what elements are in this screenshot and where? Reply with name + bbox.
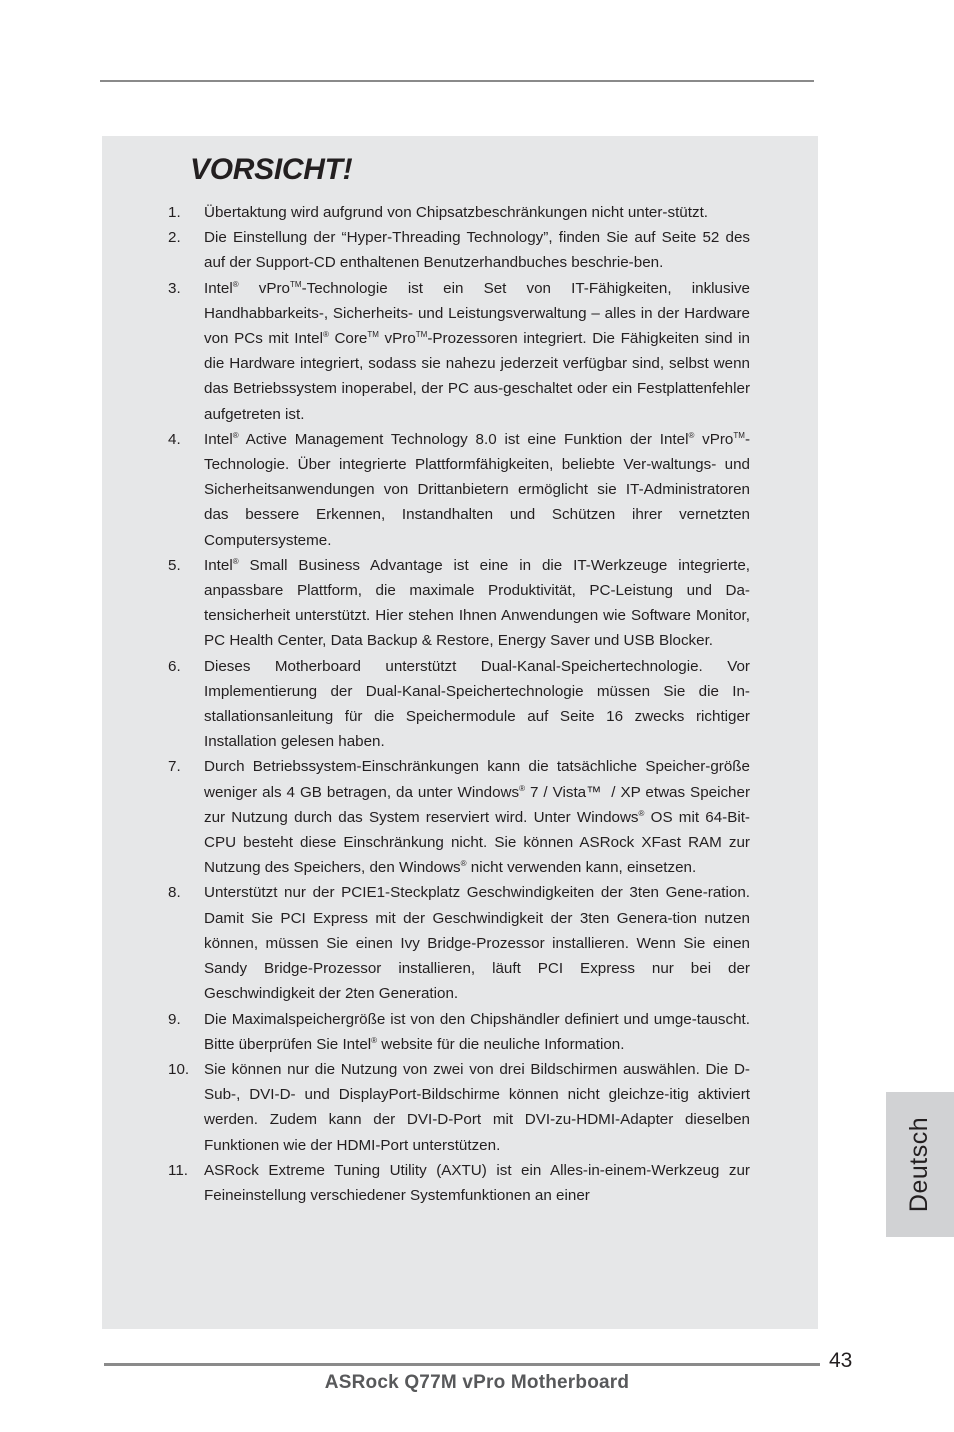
list-item-number: 9. [168,1010,181,1028]
list-item-text: Intel® Small Business Advantage ist eine in die IT-Werkzeuge integrierte, anpassbare Plattform, die maximale Produktivität, PC-Leistung und Da-tensicherheit unterstützt. Hier stehen Ihnen Anwendungen wie Software Monitor, PC Health Center, Data Backup & Restore, Energy Saver und USB Blocker. [204,556,750,650]
list-item [168,1057,750,1158]
list-item-text: ASRock Extreme Tuning Utility (AXTU) ist ein Alles-in-einem-Werkzeug zur Feineinstellung verschiedener Systemfunktionen an einer [204,1161,750,1204]
list-item-text: Durch Betriebssystem-Einschränkungen kann die tatsächliche Speicher-größe weniger als 4 GB betragen, da unter Windows® 7 / Vista™ / XP etwas Speicher zur Nutzung durch das System reserviert wird. Unter Windows® OS mit 64-Bit-CPU besteht diese Einschränkung nicht. Sie können ASRock XFast RAM zur Nutzung des Speichers, den Windows® nicht verwenden kann, einsetzen. [204,758,751,877]
language-tab [886,1092,954,1237]
list-item-number: 8. [168,884,181,902]
list-item-number: 3. [168,279,181,297]
list-item-number: 11. [168,1161,188,1179]
list-item [168,654,750,755]
list-item-text: Dieses Motherboard unterstützt Dual-Kanal-Speichertechnologie. Vor Implementierung der Dual-Kanal-Speichertechnologie müssen Sie die In-stallationsanleitung für die Speichermodule auf Seite 16 zwecks richtiger Installation gelesen haben. [204,657,750,751]
list-item-number: 6. [168,657,181,675]
bottom-rule [104,1363,820,1366]
list-item-text: Übertaktung wird aufgrund von Chipsatzbeschränkungen nicht unter-stützt. [204,204,709,221]
list-item-text: Intel® Active Management Technology 8.0 ist eine Funktion der Intel® vPro™-Technologie. Über integrierte Plattformfähigkeiten, beliebte Ver-waltungs- und Sicherheitsanwendungen von Drittanbietern ermöglicht sie IT-Administratoren das bessere Erkennen, Instandhalten und Schützen ihrer vernetzten Computersysteme. [204,430,751,549]
list-item-text: Die Einstellung der “Hyper-Threading Technology”, finden Sie auf Seite 52 des auf der Support-CD enthaltenen Benutzerhandbuches beschrie-ben. [204,229,750,272]
list-item-text: Sie können nur die Nutzung von zwei von drei Bildschirmen auswählen. Die D-Sub-, DVI-D- und DisplayPort-Bildschirme können nicht gleichze-itig aktiviert werden. Zudem kann der DVI-D-Port mit DVI-zu-HDMI-Adapter dieselben Funktionen wie der HDMI-Port unterstützen. [204,1060,750,1154]
list-item [168,200,750,225]
list-item-number: 4. [168,430,181,448]
list-item-number: 10. [168,1060,190,1078]
list-item [168,880,750,1006]
list-item [168,427,750,553]
list-item [168,276,750,427]
list-item [168,1007,750,1057]
list-item-text: Die Maximalspeichergröße ist von den Chipshändler definiert und umge-tauscht. Bitte überprüfen Sie Intel® website für die neuliche Information. [204,1010,750,1053]
caution-heading: VORSICHT! [190,153,353,186]
list-item [168,754,750,880]
list-item [168,553,750,654]
list-item-number: 2. [168,229,181,247]
list-item-number: 5. [168,556,181,574]
list-item-number: 1. [168,204,181,221]
list-item [168,1158,750,1208]
footer-title: ASRock Q77M vPro Motherboard [324,1372,630,1393]
page-number: 43 [829,1349,853,1372]
list-item [168,225,750,275]
list-item-number: 7. [168,758,181,776]
caution-list [168,200,750,1208]
language-tab-label: Deutsch [905,1116,934,1213]
list-item-text: Unterstützt nur der PCIE1-Steckplatz Geschwindigkeiten der 3ten Gene-ration. Damit Sie PCI Express mit der Geschwindigkeit der 3ten Genera-tion nutzen können, müssen Sie einen Ivy Bridge-Prozessor installieren. Wenn Sie einen Sandy Bridge-Prozessor installieren, läuft PCI Express nur bei der Geschwindigkeit der 2ten Generation. [204,884,750,1003]
list-item-text: Intel® vPro™-Technologie ist ein Set von IT-Fähigkeiten, inklusive Handhabbarkeits-, Sicherheits- und Leistungsverwaltung – alles in der Hardware von PCs mit Intel® Core™ vPro™-Prozessoren integriert. Die Fähigkeiten sind in die Hardware integriert, sodass sie nahezu jederzeit verfügbar sind, selbst wenn das Betriebssystem inoperabel, der PC aus-geschaltet oder ein Festplattenfehler aufgetreten ist. [204,279,751,423]
top-rule [100,80,814,82]
